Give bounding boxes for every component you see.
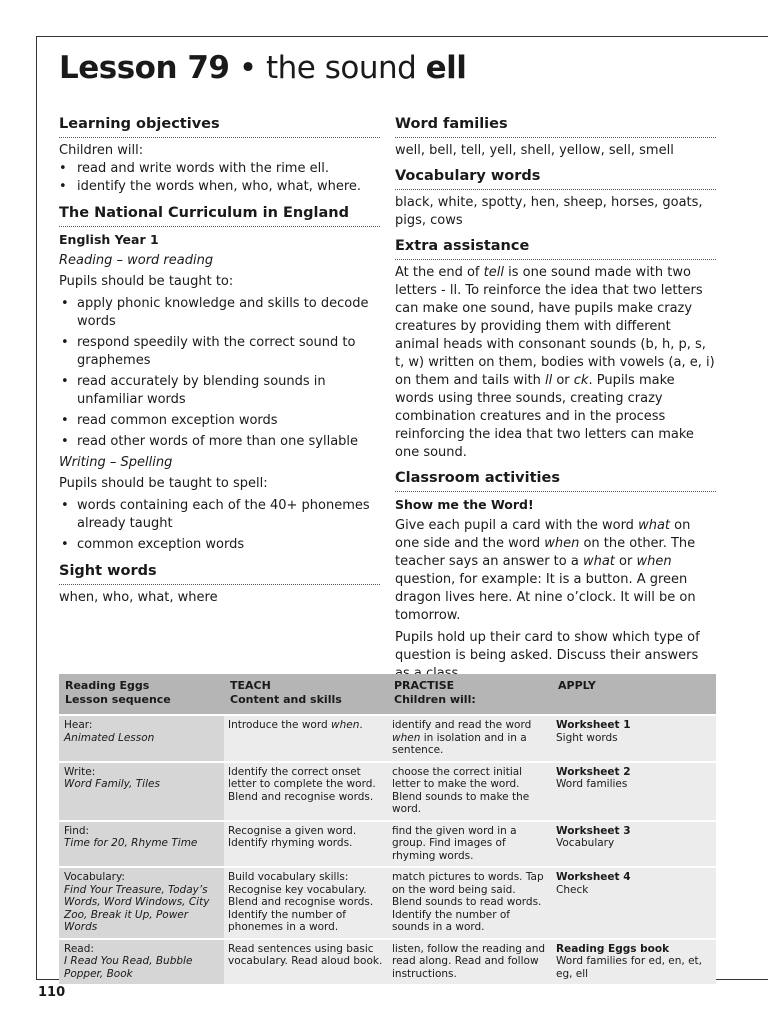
text-run: find the given word in a group. Find images of rhyming words.: [392, 824, 517, 862]
text-run: or: [614, 554, 637, 569]
apply-subtitle: Check: [556, 883, 589, 896]
teach-cell: [224, 868, 388, 938]
apply-cell: [552, 763, 716, 820]
table-header-row: [59, 674, 716, 714]
title-middle: • the sound: [229, 50, 426, 86]
text-run: on one side and the word: [395, 518, 691, 551]
apply-subtitle: Sight words: [556, 731, 618, 744]
list-item: • read other words of more than one syllable: [59, 433, 380, 451]
word-families-heading: Word families: [395, 115, 716, 138]
apply-title: Worksheet 3: [556, 824, 631, 837]
activity-cell: [59, 763, 224, 820]
classroom-activities-heading: Classroom activities: [395, 469, 716, 492]
classroom-activities-section: [395, 469, 716, 683]
table-row: [59, 716, 716, 761]
objectives-list: [59, 160, 380, 196]
activity-label: Find:: [64, 824, 90, 837]
emphasis: when: [636, 554, 672, 569]
text-run: Give each pupil a card with the word: [395, 518, 639, 533]
apply-cell: [552, 940, 716, 985]
practise-cell: [388, 940, 552, 985]
text-run: Introduce the word: [228, 719, 331, 731]
vocabulary-heading: Vocabulary words: [395, 167, 716, 190]
sight-words-heading: Sight words: [59, 562, 380, 585]
teach-cell: [224, 822, 388, 867]
activity-name: Find Your Treasure, Today’s Words, Word Windows, City Zoo, Break it Up, Power Words: [64, 883, 210, 933]
extra-assistance-section: [395, 237, 716, 462]
text-run: in isolation and in a sentence.: [392, 731, 527, 756]
activity-title: Show me the Word!: [395, 497, 534, 512]
table-row: [59, 763, 716, 820]
reading-list: [59, 295, 380, 451]
list-item: • respond speedily with the correct sound to graphemes: [59, 334, 380, 370]
table-row: [59, 822, 716, 867]
text-run: Read sentences using basic vocabulary. Read aloud book.: [228, 942, 383, 967]
apply-title: Worksheet 4: [556, 871, 631, 883]
text-run: At the end of: [395, 265, 484, 280]
activity-label: Read:: [64, 942, 94, 955]
table-row: [59, 940, 716, 985]
writing-intro: Pupils should be taught to spell:: [59, 476, 268, 491]
activity-label: Write:: [64, 765, 96, 778]
list-item: • read and write words with the rime ell.: [59, 160, 380, 178]
practise-cell: [388, 822, 552, 867]
text-run: .: [359, 719, 363, 731]
teach-cell: [224, 716, 388, 761]
emphasis: what: [582, 554, 615, 569]
header-line: Children will:: [394, 693, 476, 706]
text-run: Identify the correct onset letter to complete the word. Blend and recognise words.: [228, 765, 376, 803]
header-line: Reading Eggs: [65, 679, 150, 692]
emphasis: ll: [544, 373, 553, 388]
lesson-table: [59, 672, 716, 986]
vocabulary-text: black, white, spotty, hen, sheep, horses, goats, pigs, cows: [395, 195, 703, 228]
lesson-title: [59, 50, 466, 86]
text-run: or: [552, 373, 574, 388]
objectives-intro: Children will:: [59, 143, 144, 158]
extra-assistance-text: [395, 264, 716, 462]
activity-paragraph-2: Pupils hold up their card to show which type of question is being asked. Discuss their answers: [395, 630, 700, 663]
header-line: Lesson sequence: [65, 693, 171, 706]
table-row: [59, 868, 716, 938]
list-item: • apply phonic knowledge and skills to decode words: [59, 295, 380, 331]
apply-title: Worksheet 2: [556, 765, 631, 778]
emphasis: what: [638, 518, 671, 533]
text-run: identify and read the word: [392, 719, 532, 731]
learning-objectives-section: [59, 115, 380, 196]
text-run: Build vocabulary skills: Recognise key vocabulary. Blend and recognise words. Identify the number of phonemes in a word.: [228, 871, 374, 933]
apply-cell: [552, 868, 716, 938]
text-run: match pictures to words. Tap on the word being said. Blend sounds to read words. Identify the number of sounds in a word.: [392, 871, 544, 933]
emphasis: ck: [573, 373, 589, 388]
teach-cell: [224, 940, 388, 985]
emphasis: when: [331, 719, 360, 731]
list-item: • identify the words when, who, what, where.: [59, 178, 380, 196]
writing-label: Writing – Spelling: [59, 455, 173, 470]
list-item: • read accurately by blending sounds in unfamiliar words: [59, 373, 380, 409]
header-teach: [224, 674, 388, 714]
writing-list: [59, 497, 380, 554]
header-practise: [388, 674, 552, 714]
list-item: • read common exception words: [59, 412, 380, 430]
sight-words-section: [59, 562, 380, 607]
header-apply: [552, 674, 716, 714]
emphasis: when: [544, 536, 580, 551]
extra-assistance-heading: Extra assistance: [395, 237, 716, 260]
text-run: is one sound made with two letters - ll. To reinforce the idea that two letters can make one sound, have pupils make crazy creatures by providing them with different animal heads with consonant sounds (b, h, p, s, t, w) written on them, bodies with vowels (a, e, i) on them and tails with: [395, 265, 715, 388]
header-line: TEACH: [230, 679, 271, 692]
page-number: 110: [38, 985, 66, 1000]
activity-cell: [59, 822, 224, 867]
header-line: PRACTISE: [394, 679, 455, 692]
activity-label: Vocabulary:: [64, 871, 125, 883]
activity-paragraph-1: [395, 517, 716, 625]
emphasis: tell: [483, 265, 504, 280]
header-lesson-sequence: [59, 674, 224, 714]
activity-cell: [59, 940, 224, 985]
activity-cell: [59, 716, 224, 761]
curriculum-year: English Year 1: [59, 232, 159, 247]
text-run: Recognise a given word. Identify rhyming words.: [228, 824, 357, 849]
reading-intro: Pupils should be taught to:: [59, 274, 234, 289]
title-sound: ell: [425, 50, 467, 86]
header-line: Content and skills: [230, 693, 342, 706]
teach-cell: [224, 763, 388, 820]
apply-title: Reading Eggs book: [556, 942, 670, 955]
apply-cell: [552, 822, 716, 867]
reading-label: Reading – word reading: [59, 253, 214, 268]
lesson-number: Lesson 79: [59, 50, 230, 86]
list-item: • words containing each of the 40+ phonemes already taught: [59, 497, 380, 533]
right-column: [395, 115, 716, 690]
list-item: • common exception words: [59, 536, 380, 554]
text-run: listen, follow the reading and read along. Read and follow instructions.: [392, 942, 546, 980]
apply-cell: [552, 716, 716, 761]
text-run: on the other. The teacher says an answer to a: [395, 536, 696, 569]
emphasis: when: [392, 731, 421, 744]
sight-words-text: when, who, what, where: [59, 590, 218, 605]
practise-cell: [388, 716, 552, 761]
word-families-section: [395, 115, 716, 160]
activity-name: Time for 20, Rhyme Time: [64, 837, 198, 849]
practise-cell: [388, 763, 552, 820]
header-line: APPLY: [558, 679, 596, 692]
text-run: . Pupils make words using three sounds, creating crazy combination creatures and in the process reinforcing the idea that two letters can make one sound.: [395, 373, 694, 460]
text-run: choose the correct initial letter to make the word. Blend sounds to make the word.: [392, 765, 530, 815]
apply-subtitle: Word families for ed, en, et, eg, ell: [556, 955, 702, 980]
practise-cell: [388, 868, 552, 938]
apply-title: Worksheet 1: [556, 719, 631, 731]
activity-name: Animated Lesson: [64, 731, 155, 744]
activity-name: Word Family, Tiles: [64, 778, 160, 790]
activity-name: I Read You Read, Bubble Popper, Book: [64, 955, 193, 980]
apply-subtitle: Vocabulary: [556, 837, 615, 849]
text-run: question, for example: It is a button. A green dragon lives here. At nine o’clock. It will be on tomorrow.: [395, 572, 696, 623]
left-column: [59, 115, 380, 614]
learning-objectives-heading: Learning objectives: [59, 115, 380, 138]
curriculum-section: [59, 204, 380, 554]
activity-cell: [59, 868, 224, 938]
curriculum-heading: The National Curriculum in England: [59, 204, 380, 227]
word-families-text: well, bell, tell, yell, shell, yellow, sell, smell: [395, 143, 674, 158]
vocabulary-section: [395, 167, 716, 230]
apply-subtitle: Word families: [556, 778, 628, 790]
activity-label: Hear:: [64, 719, 93, 731]
